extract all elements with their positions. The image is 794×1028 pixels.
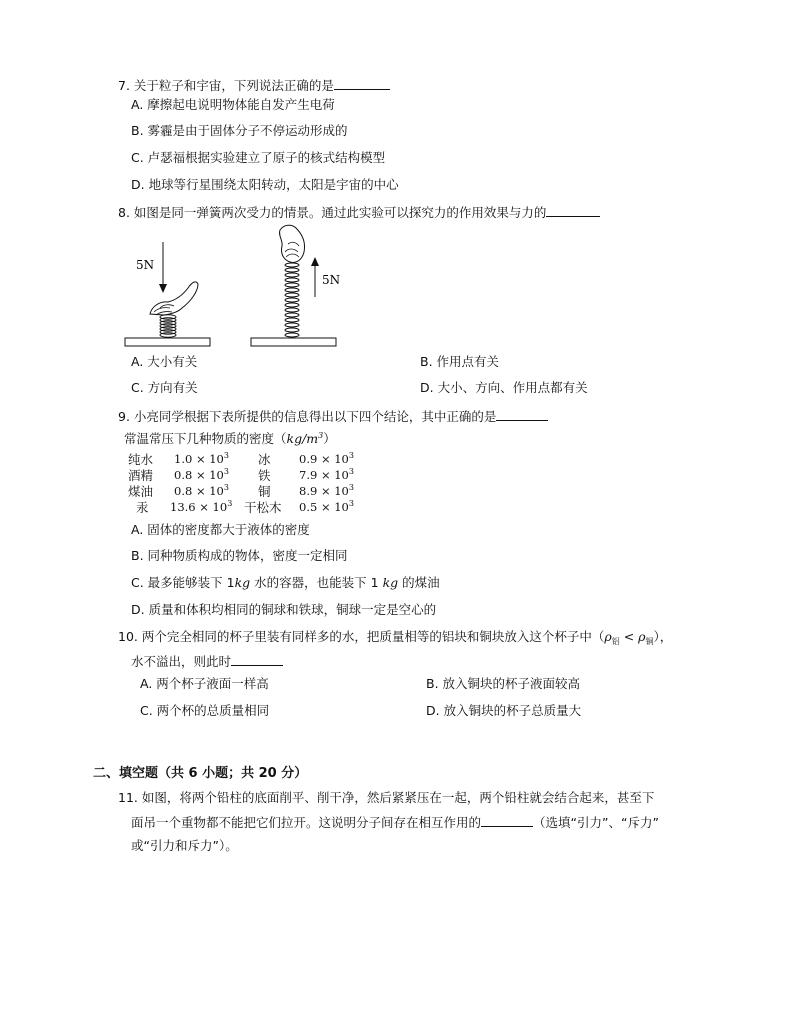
q9-option-c-unit: kg (234, 575, 251, 590)
q9-option-b[interactable]: B. 同种物质构成的物体，密度一定相同 (131, 548, 348, 563)
q8-option-b[interactable]: B. 作用点有关 (420, 354, 500, 369)
left-force-label: 5N (136, 258, 155, 272)
table-row-4-name1: 汞 (136, 500, 149, 515)
q9-option-c-unit-2: kg (382, 575, 399, 590)
q9-option-c-end: 的煤油 (398, 575, 440, 590)
q8-spring-figure (120, 222, 350, 352)
table-title-end: ） (323, 431, 336, 446)
q7-option-a[interactable]: A. 摩擦起电说明物体能自发产生电荷 (131, 97, 335, 112)
right-stretched-spring (251, 225, 340, 346)
table-row-2-val2 (299, 468, 354, 483)
q7-stem (118, 77, 390, 94)
q9-stem (118, 408, 548, 425)
q11-answer-blank[interactable] (481, 814, 533, 827)
q10-option-c[interactable]: C. 两个杯的总质量相同 (140, 703, 270, 718)
q11-line2 (131, 814, 659, 831)
less-than: < (619, 629, 639, 644)
q10-option-b[interactable]: B. 放入铜块的杯子液面较高 (426, 676, 581, 691)
q8-option-a[interactable]: A. 大小有关 (131, 354, 198, 369)
q9-table-title (124, 431, 336, 447)
q11-line2b: （选填“引力”、“斥力” (533, 815, 659, 830)
q10-stem-text: 10. 两个完全相同的杯子里装有同样多的水，把质量相等的铝块和铜块放入这个杯子中（ (118, 629, 605, 644)
table-unit-exp: 3 (318, 431, 324, 440)
q7-option-b[interactable]: B. 雾霾是由于固体分子不停运动形成的 (131, 123, 348, 138)
table-row-3-name1: 煤油 (128, 484, 154, 499)
exp: 3 (227, 499, 233, 508)
table-row-1-val1-text: 1.0 × 10 (174, 452, 224, 466)
q11-line3: 或“引力和斥力”）。 (131, 838, 238, 853)
q10-stem (118, 629, 672, 645)
table-row-2-val1-text: 0.8 × 10 (174, 468, 224, 482)
table-row-2-val2-text: 7.9 × 10 (299, 468, 349, 482)
q9-option-c-text: C. 最多能够装下 1 (131, 575, 235, 590)
table-row-3-name2: 铜 (258, 484, 271, 499)
exp: 3 (223, 467, 229, 476)
table-row-4-val1-text: 13.6 × 10 (170, 500, 228, 514)
table-row-2-name1: 酒精 (128, 468, 154, 483)
table-row-4-val2 (299, 500, 354, 515)
q9-option-c-mid: 水的容器，也能装下 1 (250, 575, 379, 590)
table-row-3-val1-text: 0.8 × 10 (174, 484, 224, 498)
table-row-3-val2-text: 8.9 × 10 (299, 484, 349, 498)
q8-answer-blank[interactable] (546, 204, 600, 217)
q10-stem-line2 (131, 653, 283, 670)
left-compressed-spring (125, 242, 210, 346)
q11-line1: 11. 如图，将两个铅柱的底面削平、削干净，然后紧紧压在一起，两个铅柱就会结合起来，甚至下 (118, 790, 655, 805)
q9-stem-text: 9. 小亮同学根据下表所提供的信息得出以下四个结论，其中正确的是 (118, 409, 497, 424)
rho-symbol: ρ (604, 629, 612, 644)
table-unit-base: kg/m (286, 431, 319, 446)
q11-line2a: 面吊一个重物都不能把它们拉开。这说明分子间存在相互作用的 (131, 815, 482, 830)
q7-stem-text: 7. 关于粒子和宇宙，下列说法正确的是 (118, 78, 334, 93)
q7-option-c[interactable]: C. 卢瑟福根据实验建立了原子的核式结构模型 (131, 150, 386, 165)
table-row-3-val2 (299, 484, 354, 499)
q9-option-a[interactable]: A. 固体的密度都大于液体的密度 (131, 522, 310, 537)
q8-stem (118, 204, 600, 221)
table-row-1-val1 (174, 452, 229, 467)
q9-option-c[interactable] (131, 575, 440, 591)
right-force-label: 5N (322, 273, 341, 287)
q9-answer-blank[interactable] (496, 408, 548, 421)
rho-sub-cu: 铜 (645, 637, 654, 646)
table-row-2-name2: 铁 (258, 468, 271, 483)
table-row-1-name2: 冰 (258, 452, 271, 467)
density-table (124, 452, 384, 518)
q8-option-d[interactable]: D. 大小、方向、作用点都有关 (420, 380, 588, 395)
exp: 3 (348, 483, 354, 492)
q10-option-d[interactable]: D. 放入铜块的杯子总质量大 (426, 703, 582, 718)
q7-option-d[interactable]: D. 地球等行星围绕太阳转动，太阳是宇宙的中心 (131, 177, 399, 192)
q7-answer-blank[interactable] (334, 77, 390, 90)
exp: 3 (348, 499, 354, 508)
table-row-1-name1: 纯水 (128, 452, 154, 467)
table-row-4-name2: 干松木 (244, 500, 282, 515)
q10-option-a[interactable]: A. 两个杯子液面一样高 (140, 676, 269, 691)
exp: 3 (223, 483, 229, 492)
table-row-2-val1 (174, 468, 229, 483)
exp: 3 (223, 451, 229, 460)
section-title: 二、填空题（共 6 小题；共 20 分） (93, 766, 308, 781)
exp: 3 (348, 451, 354, 460)
q10-stem2-text: 水不溢出，则此时 (131, 654, 232, 669)
table-unit (287, 431, 324, 446)
q10-answer-blank[interactable] (231, 653, 283, 666)
q8-option-c[interactable]: C. 方向有关 (131, 380, 198, 395)
table-title-text: 常温常压下几种物质的密度（ (124, 431, 287, 446)
rho-symbol-2: ρ (638, 629, 646, 644)
table-row-3-val1 (174, 484, 229, 499)
table-row-1-val2 (299, 452, 354, 467)
q8-stem-text: 8. 如图是同一弹簧两次受力的情景。通过此实验可以探究力的作用效果与力的 (118, 205, 547, 220)
q10-stem-end: ）， (653, 629, 673, 644)
exp: 3 (348, 467, 354, 476)
table-row-4-val1 (170, 500, 232, 515)
table-row-4-val2-text: 0.5 × 10 (299, 500, 349, 514)
rho-sub-al: 铝 (611, 637, 620, 646)
q9-option-d[interactable]: D. 质量和体积均相同的铜球和铁球，铜球一定是空心的 (131, 602, 437, 617)
table-row-1-val2-text: 0.9 × 10 (299, 452, 349, 466)
